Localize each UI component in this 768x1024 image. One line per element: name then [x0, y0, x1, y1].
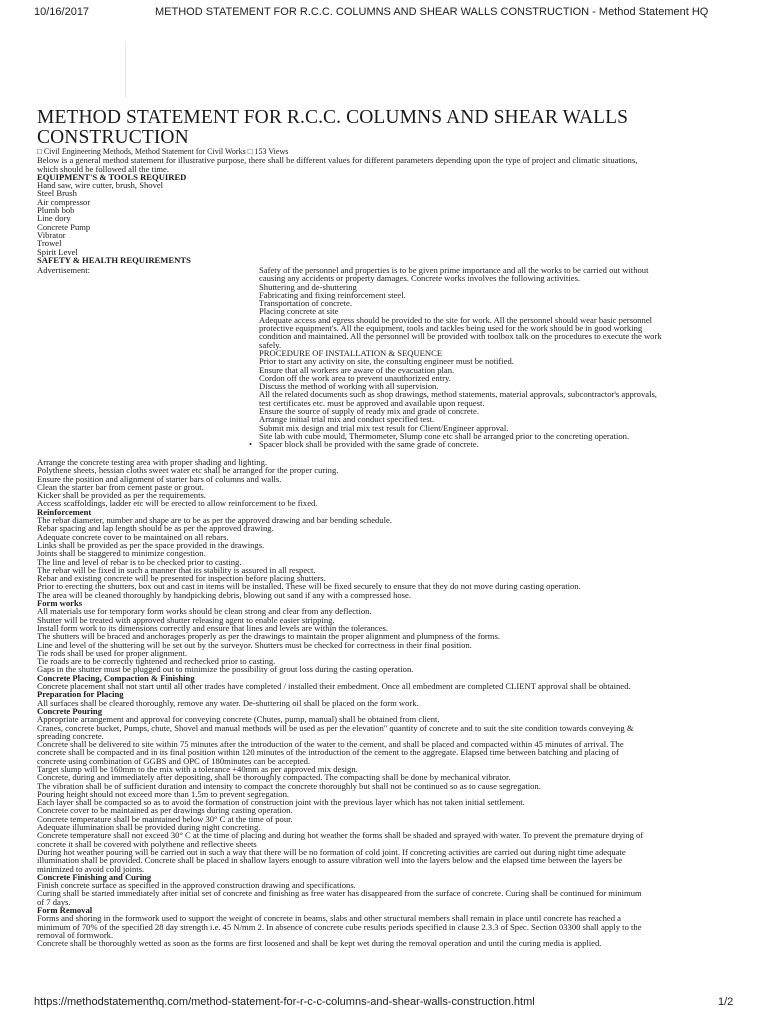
- safety-text: Safety of the personnel and properties is to be given prime importance and all the works to be carried out without: [259, 265, 649, 275]
- equipment-item: Line dory: [37, 213, 71, 224]
- access-text: Adequate access and egress should be provided to the site for work. All the personnel should wear basic personnel: [259, 314, 653, 325]
- body-line: Concrete placement shall not start until all other trades have completed / installed their embedment. Once all embedment are completed CLIENT approval shall be obtained.: [37, 681, 631, 692]
- two-column-block: [37, 266, 737, 458]
- equipment-item: Plumb bob: [37, 205, 75, 216]
- body-line: Target slump will be 160mm to the mix with a tolerance +40mm as per approved mix design.: [37, 763, 358, 774]
- body-line: Rebar and existing concrete will be presented for inspection before placing shutters.: [37, 573, 326, 584]
- body-line: Concrete temperature shall not exceed 30° C at the time of placing and during hot weather the forms shall be shaded and sprayed with water. To prevent the premature drying of: [37, 830, 644, 841]
- print-header: [0, 6, 768, 22]
- body-line: Curing shall be started immediately after initial set of concrete and finishing as free water has disappeared from the surface of concrete. Curing shall be continued for minimum: [37, 888, 642, 899]
- body-line: Ensure the position and alignment of starter bars of columns and walls.: [37, 473, 282, 484]
- title-line-1: METHOD STATEMENT FOR R.C.C. COLUMNS AND SHEAR WALLS: [37, 107, 629, 128]
- body-line: Concrete Pouring: [37, 705, 102, 716]
- body-line: Concrete Placing, Compaction & Finishing: [37, 672, 195, 683]
- body-line: Kicker shall be provided as per the requirements.: [37, 490, 206, 501]
- page-number: 1/2: [718, 996, 734, 1008]
- title-line-2: CONSTRUCTION: [37, 127, 189, 148]
- body-line: All surfaces shall be cleared thoroughly, remove any water. De-shuttering oil shall be placed on the form work.: [37, 697, 419, 708]
- body-line: minimum of 70% of the specified 28 day strength i.e. 45 N/mm 2. In absence of concrete cube results periods specified in clause 2.3.3 of Spec. Section 03300 shall apply to the: [37, 921, 642, 932]
- equipment-item: Steel Brush: [37, 188, 77, 199]
- body-line: Forms and shoring in the formwork used to support the weight of concrete in beams, slabs and other structural members shall remain in place until concrete has reached a: [37, 913, 621, 924]
- intro-line: Below is a general method statement for illustrative purpose, there shall be different values for different parameters depending upon the type of project and climatic situations,: [37, 155, 638, 166]
- access-text: protective equipment's. All the equipment, tools and tackles being used for the work should be in good working: [259, 323, 643, 334]
- procedure-item: Cordon off the work area to prevent unauthorized entry.: [259, 372, 451, 383]
- activity-item: Shuttering and de-shuttering: [259, 281, 357, 292]
- body-line: Prior to erecting the shutters, box out and cast in items will be installed. These will be fixed securely to ensure that they do not move during casting operation.: [37, 581, 581, 592]
- body-line: Concrete cover to be maintained as per drawings during casting operation.: [37, 805, 293, 816]
- intro-line: which should be followed all the time.: [37, 163, 169, 174]
- equipment-heading: EQUIPMENT'S & TOOLS REQUIRED: [37, 171, 187, 182]
- print-date: 10/16/2017: [34, 6, 90, 18]
- body-line: Preparation for Placing: [37, 689, 124, 700]
- access-text: condition and maintained. All the personnel will be provided with toolbox talk on the procedures to execute the work: [259, 331, 662, 342]
- procedure-item: Arrange initial trial mix and conduct specified test.: [259, 414, 435, 425]
- procedure-item: test certificates etc. must be approved and available upon request.: [259, 397, 485, 408]
- access-text: safely.: [259, 339, 282, 350]
- body-line: Concrete temperature shall be maintained below 30° C at the time of pour.: [37, 813, 293, 824]
- body-line: Line and level of the shuttering will be set out by the surveyor. Shutters must be checked for correctness in their final position.: [37, 639, 472, 650]
- safety-text: causing any accidents or property damages. Concrete works involves the following activities.: [259, 273, 580, 284]
- equipment-item: Air compressor: [37, 196, 91, 207]
- body-line: minimized to avoid cold joints.: [37, 863, 145, 874]
- body-line: The vibration shall be of sufficient duration and intensity to compact the concrete thoroughly but shall not be continued so as to cause segregation.: [37, 780, 541, 791]
- equipment-item: Trowel: [37, 238, 62, 249]
- body-line: All materials use for temporary form works should be clean strong and clear from any deflection.: [37, 606, 372, 617]
- body-line: Concrete, during and immediately after depositing, shall be thoroughly compacted. The compacting shall be done by mechanical vibrator.: [37, 772, 511, 783]
- body-line: Joints shall be staggered to minimize congestion.: [37, 548, 206, 559]
- equipment-list: [37, 181, 737, 256]
- print-page-title: METHOD STATEMENT FOR R.C.C. COLUMNS AND SHEAR WALLS CONSTRUCTION - Method Statement HQ: [155, 6, 709, 18]
- procedure-item: Site lab with cube mould, Thermometer, Slump cone etc shall be arranged prior to the concreting operation.: [259, 430, 630, 441]
- body-line: Form Removal: [37, 905, 93, 916]
- equipment-item: Concrete Pump: [37, 221, 91, 232]
- body-line: illumination shall be provided. Concrete shall be placed in shallow layers enough to assure vibration well into the layers below and the elapsed time between the layers be: [37, 855, 623, 866]
- body-line: Concrete shall be delivered to site within 75 minutes after the introduction of the water to the cement, and shall be placed and compacted within 45 minutes of arrival. The: [37, 739, 624, 750]
- body-line: spreading concrete.: [37, 730, 104, 741]
- body-line: During hot weather pouring will be carried out in such a way that there will be no formation of cold joint. If concreting activities are carried out during night time adequate: [37, 846, 626, 857]
- safety-heading: SAFETY & HEALTH REQUIREMENTS: [37, 254, 191, 265]
- activity-item: Placing concrete at site: [259, 306, 339, 317]
- body-line: Polythene sheets, hessian cloths sweet water etc shall be arranged for the proper curing.: [37, 465, 339, 476]
- activity-item: Fabricating and fixing reinforcement steel.: [259, 289, 406, 300]
- procedure-item: Ensure that all workers are aware of the evacuation plan.: [259, 364, 455, 375]
- equipment-item: Vibrator: [37, 229, 66, 240]
- procedure-item: All the related documents such as shop drawings, method statements, material approvals, subcontractor's approvals,: [259, 389, 657, 400]
- procedure-item: Prior to start any activity on site, the consulting engineer must be notified.: [259, 356, 514, 367]
- equipment-item: Spirit Level: [37, 246, 78, 257]
- advertisement-label: Advertisement:: [37, 265, 90, 275]
- body-line: Tie rods shall be used for proper alignment.: [37, 647, 188, 658]
- body-line: The rebar diameter, number and shape are to be as per the approved drawing and bar bending schedule.: [37, 515, 392, 526]
- body-line: Adequate concrete cover to be maintained on all rebars.: [37, 531, 229, 542]
- body-line: Concrete shall be thoroughly wetted as soon as the forms are first loosened and shall be kept wet during the removal operation and until the curing media is applied.: [37, 938, 602, 949]
- embed-frame-outline: [125, 42, 302, 98]
- procedure-item: [249, 439, 699, 450]
- safety-column: [249, 265, 699, 450]
- article-meta[interactable]: □ Civil Engineering Methods, Method Statement for Civil Works □ 153 Views: [37, 147, 289, 156]
- body-line: Tie roads are to be correctly tightened and rechecked prior to casting.: [37, 656, 276, 667]
- procedure-list: [249, 356, 699, 450]
- body-line: concrete it shall be covered with polythene and reflective sheets: [37, 838, 257, 849]
- body-line: concrete shall be compacted and in its final position within 120 minutes of the introduction of the cement to the aggregate. Elapsed time between batching and placing of: [37, 747, 619, 758]
- equipment-item: Hand saw, wire cutter, brush, Shovel: [37, 180, 164, 191]
- body-line: Pouring height should not exceed more than 1.5m to prevent segregation.: [37, 788, 290, 799]
- procedure-item: Ensure the source of supply of ready mix and grade of concrete.: [259, 406, 480, 417]
- print-footer: [0, 996, 768, 1012]
- body-line: Gaps in the shutter must be plugged out to minimize the possibility of grout loss during the casting operation.: [37, 664, 414, 675]
- body-line: Shutter will be treated with approved shutter releasing agent to enable easier stripping.: [37, 614, 335, 625]
- procedure-heading: PROCEDURE OF INSTALLATION & SEQUENCE: [259, 347, 443, 358]
- document-title: [37, 108, 737, 148]
- procedure-item: Submit mix design and trial mix test result for Client/Engineer approval.: [259, 422, 509, 433]
- body-line: Concrete Finishing and Curing: [37, 871, 152, 882]
- body-line: Install form work to its dimensions correctly and ensure that lines and levels are within the tolerances.: [37, 622, 389, 633]
- body-line: Rebar spacing and lap length should be as per the approved drawing.: [37, 523, 274, 534]
- body-line: The area will be cleaned thoroughly by handpicking debris, blowing out sand if any with a compressed hose.: [37, 589, 411, 600]
- body-line: The rebar will be fixed in such a manner that its stability is assured in all respect.: [37, 564, 316, 575]
- intro-section: [37, 148, 737, 264]
- body-line: Form works: [37, 598, 83, 609]
- page-url[interactable]: https://methodstatementhq.com/method-statement-for-r-c-c-columns-and-shear-walls-construction.html: [34, 996, 535, 1008]
- body-line: Clean the starter bar from cement paste or grout.: [37, 481, 204, 492]
- body-line: of 7 days.: [37, 896, 71, 907]
- body-line: Cranes, concrete bucket, Pumps, chute, Shovel and manual methods will be used as per the elevation" quantity of concrete and to suit the site condition towards conveying &: [37, 722, 634, 733]
- body-line: The shutters will be braced and anchorages properly as per the drawings to maintain the proper alignment and plumpness of the forms.: [37, 631, 500, 642]
- activities-list: [259, 283, 699, 316]
- body-text: [37, 458, 737, 948]
- body-line: concrete using combination of GGBS and OPC of 180minutes can be accepted.: [37, 755, 311, 766]
- procedure-item: Discuss the method of working with all supervision.: [259, 381, 439, 392]
- body-line: Each layer shall be compacted so as to avoid the formation of construction joint with the previous layer which has not taken initial settlement.: [37, 797, 525, 808]
- body-line: removal of formwork.: [37, 929, 114, 940]
- body-line: Arrange the concrete testing area with proper shading and lighting.: [37, 457, 268, 467]
- body-line: Adequate illumination shall be provided during night concreting.: [37, 822, 261, 833]
- body-line: Appropriate arrangement and approval for conveying concrete (Chutes, pump, manual) shall be obtained from client.: [37, 714, 440, 725]
- body-line: Finish concrete surface as specified in the approved construction drawing and specifications.: [37, 880, 356, 891]
- body-line: Access scaffoldings, ladder etc will be erected to allow reinforcement to be fixed.: [37, 498, 318, 509]
- activity-item: Transportation of concrete.: [259, 298, 352, 309]
- body-line: Reinforcement: [37, 506, 92, 517]
- body-line: Links shall be provided as per the space provided in the drawings.: [37, 539, 265, 550]
- body-line: The line and level of rebar is to be checked prior to casting.: [37, 556, 242, 567]
- bullet-icon: •: [249, 439, 253, 450]
- procedure-item-text: Spacer block shall be provided with the same grade of concrete.: [259, 439, 479, 450]
